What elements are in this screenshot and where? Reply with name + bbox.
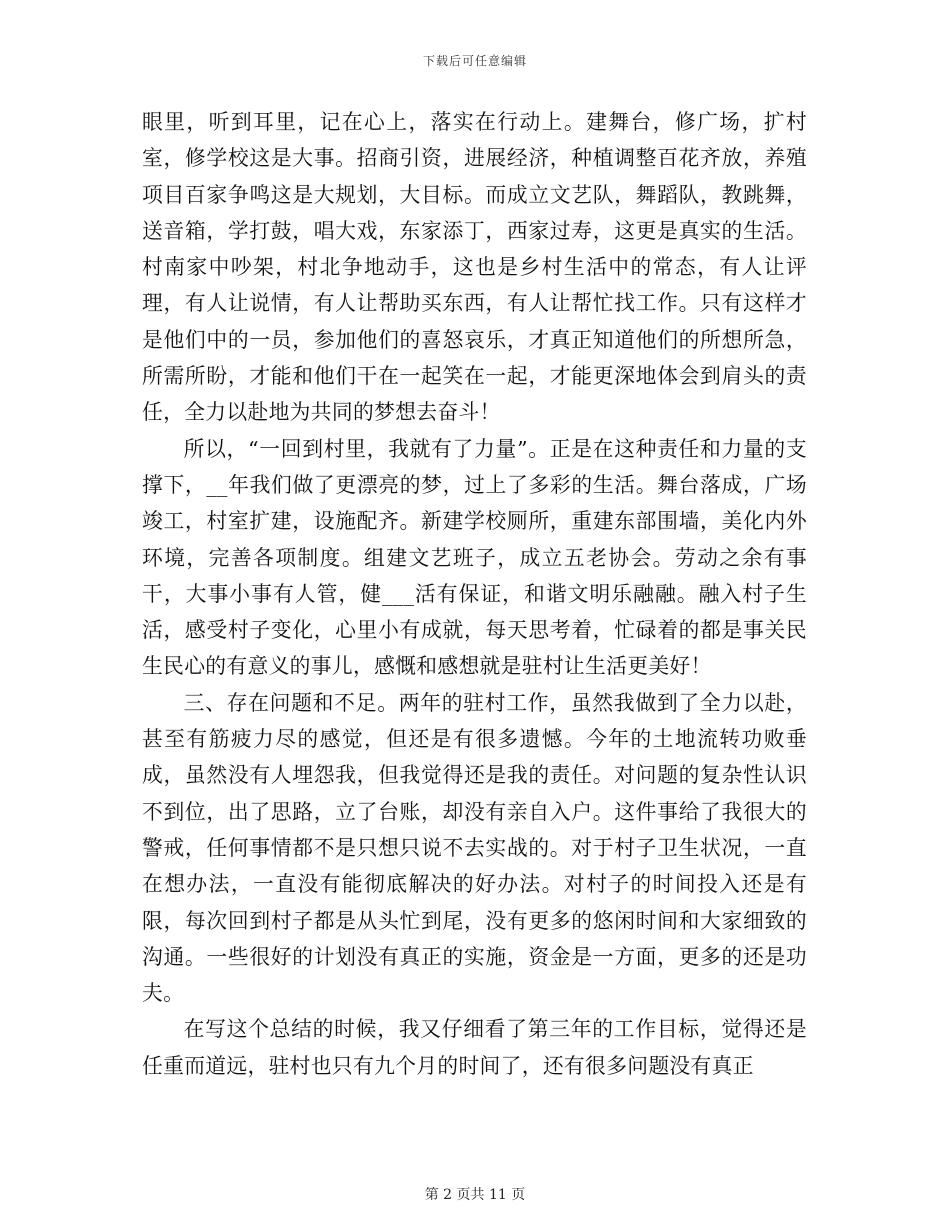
paragraph: 在写这个总结的时候，我又仔细看了第三年的工作目标，觉得还是任重而道远，驻村也只有九个月的时间了，还有很多问题没有真正 [142,1017,807,1078]
paragraph: 三、存在问题和不足。两年的驻村工作，虽然我做到了全力以赴，甚至有筋疲力尽的感觉，但还是有很多遗憾。今年的土地流转功败垂成，虽然没有人埋怨我，但我觉得还是我的责任。对问题的复杂性认识不到位，出了思路，立了台账，却没有亲自入户。这件事给了我很大的警戒，任何事情都不是只想只说不去实战的。对于村子卫生状况，一直在想办法，一直没有能彻底解决的好办法。对村子的时间投入还是有限，每次回到村子都是从头忙到尾，没有更多的悠闲时间和大家细致的沟通。一些很好的计划没有真正的实施，资金是一方面，更多的还是功夫。 [142,690,807,1006]
document-body [142,104,807,1084]
page-footer-page-number: 第 2 页共 11 页 [424,1187,526,1203]
paragraph: 所以，“一回到村里，我就有了力量”。正是在这种责任和力量的支撑下，__年我们做了更漂亮的梦，过上了多彩的生活。舞台落成，广场竣工，村室扩建，设施配齐。新建学校厕所，重建东部围墙，美化内外环境，完善各项制度。组建文艺班子，成立五老协会。劳动之余有事干，大事小事有人管，健___活有保证，和谐文明乐融融。融入村子生活，感受村子变化，心里小有成就，每天思考着，忙碌着的都是事关民生民心的有意义的事儿，感慨和感想就是驻村让生活更美好！ [142,436,807,679]
paragraph-continued: 眼里，听到耳里，记在心上，落实在行动上。建舞台，修广场，扩村室，修学校这是大事。招商引资，进展经济，种植调整百花齐放，养殖项目百家争鸣这是大规划，大目标。而成立文艺队，舞蹈队，教跳舞，送音箱，学打鼓，唱大戏，东家添丁，西家过寿，这更是真实的生活。村南家中吵架，村北争地动手，这也是乡村生活中的常态，有人让评理，有人让说情，有人让帮助买东西，有人让帮忙找工作。只有这样才是他们中的一员，参加他们的喜怒哀乐，才真正知道他们的所想所急，所需所盼，才能和他们干在一起笑在一起，才能更深地体会到肩头的责任，全力以赴地为共同的梦想去奋斗！ [142,110,807,425]
page-header: 下载后可任意编辑 [422,54,527,68]
